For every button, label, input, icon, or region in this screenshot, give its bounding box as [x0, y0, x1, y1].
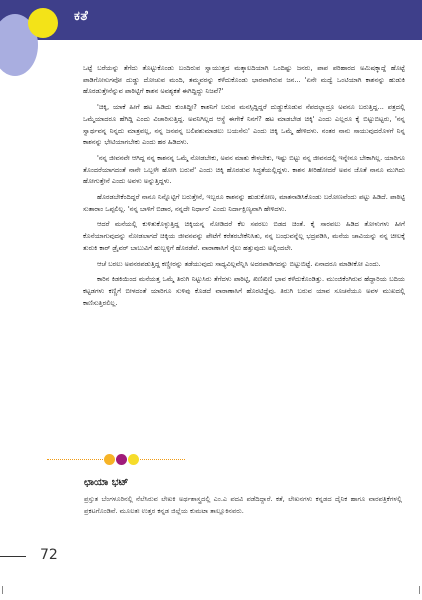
paragraph: ಆಚೆ ಬರಲು ಅವನರಪಡುತ್ತಿದ್ದ ಕಣ್ಣೀರನ್ನು ತಡೆಯುವುದು ಸಾಧ್ಯವಿಲ್ಲವೆನ್ನಿಸಿ ಅದರಪಾಡಿಗದನ್ನು ಬಿಟ್ಟುಬಿಟ್ಟೆ. ಏನಾದರೂ ಮಾಡೀಕೋ ಎಂದು.	[97, 259, 381, 268]
section-title: ಕತೆ	[74, 9, 89, 24]
header-band	[0, 0, 422, 40]
paragraph: ಹೊರಡಬೇಕೆಂದಿದ್ದರೆ ನಾನೂ ನಿನ್ನೊಟ್ಟಿಗೆ ಬರುತ್ತೇನೆ, ಇಬ್ಬರೂ ಕಾಶನನ್ನು ಹುಡುಕೋಣ, ಮಾತನಾಡಿಸಿಕೊಂಡು ಬರೋಣವೆಂದು ಪಟ್ಟು ಹಿಡಿದೆ. ಪಾಠಿಟ್ಟಿ ಸುತಾರಾಂ ಒಪ್ಪಲಿಲ್ಲ. 'ನನ್ನ ಬಾಳಿಗೆ ಬಿಡಾರ, ನನ್ನದೇ ನಿರ್ಧಾರ' ಎಂದು ನಿರ್ದಾಕ್ಷಿಣ್ಯವಾಗಿ ಹೇಳಿದಳು.	[83, 193, 405, 213]
paragraph: ಒಟ್ಟೆ ಬರೆಯನ್ನು ತೆಗೆದು ತೊಟ್ಟುಕೊಂಡು ಬಂದಿರುವ ಸ್ವಾಯುತ್ತದ ಮತ್ಕಾಲದಿಯಾಗಿ ಒಂದಿಷ್ಟು ಜನರು, ಪಾಪ ಪರಿಹಾರದ ಅಮಿಷಕ್ಕಾದ್ದೆ ಹೊಟ್ಟೆ ಪಾಡಿಗೋಸುಗವೋ ದುಡ್ಡು ದೋಚುವ ಮಂದಿ, ತಮ್ಮವರನ್ನು ಕಳೆದುಕೊಂಡು ಭಾರವಾಗಿರುವ ಜನ... 'ಏನೇ ಮದ್ವೆ ಒಂಟಿಯಾಗಿ ಕಾಶನನ್ನು ಹುಡುಕಿ ಹೊರಡುತ್ತೇನೆನ್ನುವ ಪಾಠಿಟ್ಟಿಗೆ ಕಾಶನ ಅವಶ್ಯಕತೆ ಈಗಿದ್ದಿದ್ದು ನಿಜವೆ?'	[83, 64, 405, 96]
paragraph: 'ಚಿಕ್ಕಿ, ಯಾಕೆ ಹೀಗೆ ಹಟ ಹಿಡಿದು ಕುಂತಿದ್ದೀ? ಕಾಶನಿಗೆ ಬರುವ ಮನಸ್ಸಿದ್ದಿದ್ದರೆ ದುಡ್ಡುಕೊಡುವ ನೆಪದಲ್ಲಾದ್ರೂ ಅವನೂ ಬರುತ್ತಿದ್ದ... ಪತ್ರದಲ್ಲಿ ಒಮ್ಮೆಯಾದರೂ ಹೆಗಿದ್ದಿ ಎಂದು ವಿಚಾರಿಸುತ್ತಿದ್ದ. ಅವನಿಗಿಲ್ಲದ ಆಸ್ಥೆ ಈಗೇಕೆ ನಿನಗೆ? ಹಟ ಮಾಡಬೇಡ ಚಿಕ್ಕಿ' ಎಂದು ಎಲ್ಲರೂ ಕೈ ಬಿಟ್ಟುಬಿಟ್ಟರು, 'ನನ್ನ ಸ್ವಾರ್ಥವನ್ನ ನಿನ್ನದು ಮಾತ್ರವಲ್ಲ, ನನ್ನ ಜನವನ್ನ ಬಲಿಪಶುಮಾಡಲು ಬಯಸೆನು' ಎಂದು ಚಿಕ್ಕಿ ಒಮ್ಮೆ ಹೇಳಿದಳು. ನಂತರ ನಾನು ಸಾಯುವುದರೊಳಗೆ ನಿನ್ನ ಕಾಶನನ್ನು ಭೇಟಿಯಾಗಬೇಕು ಎಂದು ಹಠ ಹಿಡಿದಳು.	[83, 103, 405, 147]
decorative-circle-yellow	[28, 8, 58, 38]
story-body	[83, 63, 405, 309]
paragraph: ಕಾರಿನ ಕಿಡಕಿಯಿಂದ ಮನೆಯತ್ತ ಒಮ್ಮೆ ತಿರುಗಿ ನಿಟ್ಟುಸಿರು ತೆಗೆದಳು ಪಾಠಿಟ್ಟಿ, ಖಿಣಿಖಿಣಿ ಭಾವ ಕಳೆದುಕೊಂಡಿತ್ತು. ಮುಂಜಿಕೆಂಗಿರುವ ಹೆದ್ದಾರಿಯ ಬದಿಯ ಕಟ್ಟಡಗಳು ಕಣ್ಣಿಗೆ ಬೀಳದಂತೆ ಯಾರಿಗೂ ಸುಳಿವು ಕೊಡದೆ ವಾರಾಣಾಸಿಗೆ ಹೊರಟಿದ್ದೆವು. ತಿರುಗಿ ಬರುವ ಯಾವ ಸೂಚನೆಯೂ ಅವಳ ಮುಖದಲ್ಲಿ ಕಾಣಿಸುತ್ತಿರಲಿಲ್ಲ.	[83, 275, 405, 307]
paragraph: ಆದರೆ ಮನೆಯಲ್ಲಿ ಕುಳಿತುಕೊಳ್ಳುತ್ತಿದ್ದ ಚಿಕ್ಕಿಯನ್ನ ನೋಡಿದರೆ ಕೆಲ ಸವರಲು ಬಿಡದ ಚಿಂತೆ. ಕೈ ಸಾರವಲು ಹಿಡಿದ ತೋಳುಗಳು ಹೀಗೆ ಕೊನೆಯಾಗುವುದನ್ನು ನೋಡಲಾಗದೆ ಚಿಕ್ಕಿಯ ಜೀವನವನ್ನು ಪೇಟೆಗೆ ಕರೆತರಬೇಕೆನಿಸಿತು, ನನ್ನ ಬಂಧುವನ್ನೆಲ್ಲ ಭದ್ರಪಡಿಸಿ, ಮನೆಯ ಚಾವಿಯನ್ನು ನನ್ನ ಚೀಲಕ್ಕೆ ತುರುಕಿ ಕಾರ್ ಡ್ರೈವರ್ ಬಾಬುವಿಗೆ ಹುಬ್ಬಳ್ಳಿಗೆ ಹೊರಡೆವೆ. ವಾರಾಣಾಸಿಗೆ ರೈಲು ಹತ್ತುವುದು ಅಲ್ಲಿಂದಲೇ.	[83, 220, 405, 252]
footer-rule	[0, 556, 26, 557]
divider-dot-orange	[104, 454, 115, 465]
crop-mark	[2, 586, 3, 594]
author-name: ಛಾಯಾ ಭಟ್	[84, 477, 129, 488]
paragraph: 'ನನ್ನ ಜೀವನವೇ ಆಗಿದ್ದ ನನ್ನ ಕಾಶನನ್ನ ಒಮ್ಮೆ ನೋಡಬೇಕು, ಅವನ ಮಾತು ಕೇಳಬೇಕು, ಇಷ್ಟು ಬಿಟ್ಟು ನನ್ನ ಜೀವನದಲ್ಲಿ ಇನ್ನೇನೂ ಬೇಕಾಗಿಲ್ಲ. ಯಾರಿಗೂ ತೊಂದರೆಯಾಗದಂತೆ ನಾನೇ ಒಬ್ಬಳೇ ಹೋಗಿ ಬರುವೆ' ಎಂದು ಚಿಕ್ಕಿ ಹೊರಡುವ ಸಿದ್ಧತೆಯಲ್ಲಿದ್ದಳು. ಕಾಶನ ತೀರಿಹೋದರೆ ಅವನ ಜೊತೆ ನಾನೂ ಮುಗಿದು ಹೋಗುತ್ತೇನೆ ಎಂದು ಅವಳು ಅನ್ನುತ್ತಿದ್ದಳು.	[83, 153, 405, 186]
crop-mark	[419, 586, 420, 594]
divider-dot-purple	[116, 454, 127, 465]
divider-dot-yellow	[128, 454, 139, 465]
page-number: 72	[40, 547, 58, 563]
author-bio: ಪ್ರಸ್ತುತ ಬೆಂಗಳೂರಿನಲ್ಲಿ ನೆಲೆಸಿರುವ ಲೇಖಕಿ ಅರ್ಥಶಾಸ್ತ್ರದಲ್ಲಿ ಎಂ.ಎ ಪದವಿ ಪಡೆದಿದ್ದಾರೆ. ಕತೆ, ಲೇಖನಗಳು ಕನ್ನಡದ ದೈನಿಕ ಹಾಗೂ ವಾರಪತ್ರಿಕೆಗಳಲ್ಲಿ ಪ್ರಕಟಗೊಂಡಿವೆ. ಮೂಲತಃ ಉತ್ತರ ಕನ್ನಡ ಜಿಲ್ಲೆಯ ಕುಮಟಾ ತಾಲ್ಲೂಕಿನವರು.	[84, 495, 402, 515]
